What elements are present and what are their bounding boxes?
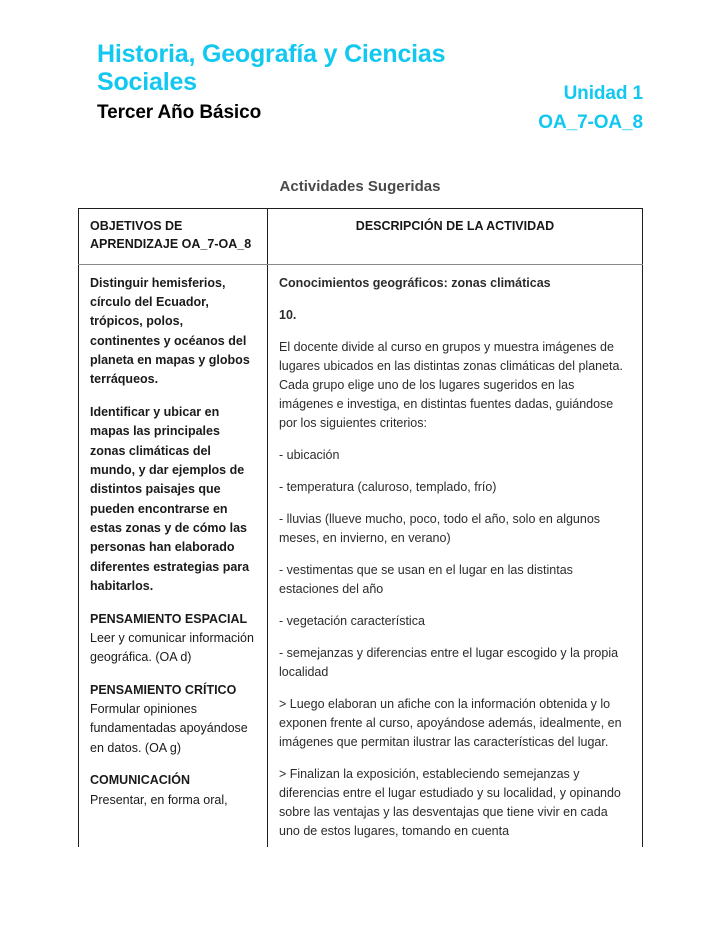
column-header-objectives: OBJETIVOS DE APRENDIZAJE OA_7-OA_8 xyxy=(79,209,268,265)
criteria-item: - lluvias (llueve mucho, poco, todo el año, solo en algunos meses, en invierno, en verano) xyxy=(279,511,601,545)
skill-heading-comunicacion: COMUNICACIÓN xyxy=(90,773,190,788)
activity-intro: El docente divide al curso en grupos y muestra imágenes de lugares ubicados en las distintas zonas climáticas del planeta. Cada grupo elige uno de los lugares sugeridos en las imágenes e investiga, en distintas fuentes dadas, guiándose por los siguientes criterios: xyxy=(279,339,623,430)
activities-table xyxy=(78,208,643,847)
criteria-item: - temperatura (caluroso, templado, frío) xyxy=(279,479,497,494)
activity-step: > Finalizan la exposición, estableciendo semejanzas y diferencias entre el lugar estudiado y su localidad, y opinando sobre las ventajas y las desventajas que tiene vivir en cada uno de estos lugares, tomando en cuenta xyxy=(279,766,621,838)
criteria-item: - vestimentas que se usan en el lugar en las distintas estaciones del año xyxy=(279,562,573,596)
skill-body-critico: Formular opiniones fundamentadas apoyándose en datos. (OA g) xyxy=(90,702,248,755)
subject-title: Historia, Geografía y Ciencias Sociales xyxy=(97,40,446,96)
unit-label: Unidad 1 xyxy=(563,83,643,104)
skill-body-comunicacion: Presentar, en forma oral, xyxy=(90,792,228,807)
skill-heading-critico: PENSAMIENTO CRÍTICO xyxy=(90,682,237,697)
skill-body-espacial: Leer y comunicar información geográfica. (OA d) xyxy=(90,630,254,665)
activity-step: > Luego elaboran un afiche con la información obtenida y lo exponen frente al curso, apoyándose además, idealmente, en imágenes que permitan ilustrar las características del lugar. xyxy=(279,696,622,749)
description-cell xyxy=(268,264,643,847)
criteria-item: - semejanzas y diferencias entre el lugar escogido y la propia localidad xyxy=(279,645,619,679)
activity-topic: Conocimientos geográficos: zonas climáticas xyxy=(279,275,551,290)
table-row xyxy=(79,264,643,847)
objective-item: Identificar y ubicar en mapas las principales zonas climáticas del mundo, y dar ejemplos de distintos paisajes que pueden encontrarse en estas zonas y de cómo las personas han elaborado diferentes estrategias para habitarlos. xyxy=(90,404,250,594)
section-title: Actividades Sugeridas xyxy=(279,178,441,195)
skill-heading-espacial: PENSAMIENTO ESPACIAL xyxy=(90,611,248,626)
activity-number: 10. xyxy=(279,307,297,322)
criteria-item: - vegetación característica xyxy=(279,613,425,628)
table-header-row xyxy=(79,209,643,265)
criteria-item: - ubicación xyxy=(279,447,340,462)
grade-title: Tercer Año Básico xyxy=(97,102,262,123)
oa-codes-label: OA_7-OA_8 xyxy=(538,112,643,133)
objective-item: Distinguir hemisferios, círculo del Ecuador, trópicos, polos, continentes y océanos del planeta en mapas y globos terráqueos. xyxy=(90,275,250,387)
column-header-description: DESCRIPCIÓN DE LA ACTIVIDAD xyxy=(268,209,643,265)
objectives-cell xyxy=(79,264,268,847)
